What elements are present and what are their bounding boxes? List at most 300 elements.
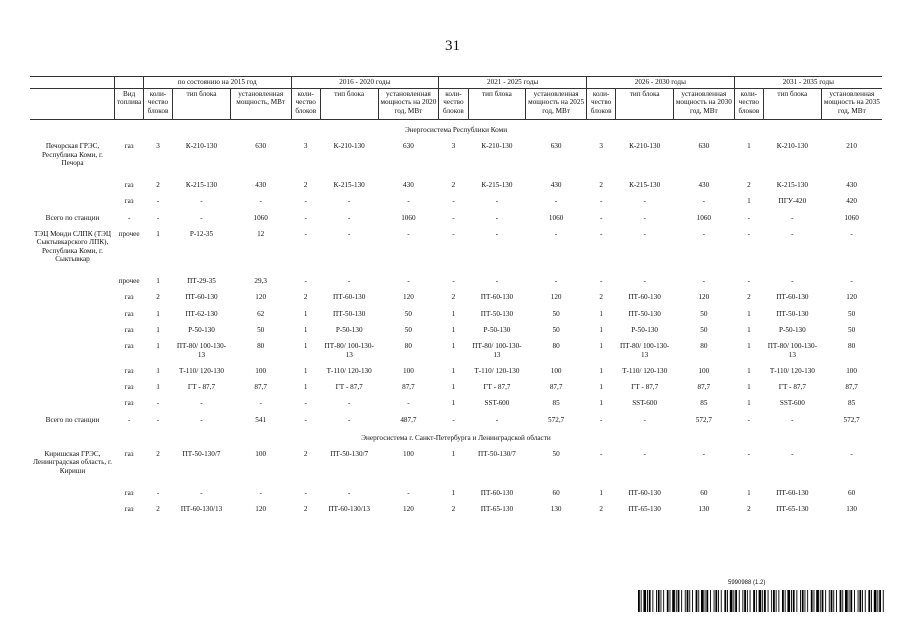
barcode-bar bbox=[706, 590, 708, 612]
table-cell: 50 bbox=[848, 325, 856, 334]
barcode-bar bbox=[714, 590, 715, 612]
table-cell: 130 bbox=[846, 505, 857, 514]
barcode-bar bbox=[658, 590, 660, 612]
table-cell: 120 bbox=[255, 505, 267, 514]
barcode-image bbox=[638, 590, 884, 612]
barcode-bar bbox=[825, 590, 826, 612]
table-cell: 80 bbox=[848, 342, 856, 351]
station-name-cell: Всего по станции bbox=[45, 213, 100, 222]
barcode-bar bbox=[676, 590, 677, 612]
table-cell: - bbox=[200, 213, 203, 222]
section-title: Энергосистема г. Санкт-Петербурга и Ленинградской области bbox=[361, 433, 551, 442]
table-cell: 2 bbox=[303, 181, 308, 190]
table-cell: 80 bbox=[552, 342, 560, 351]
table-cell: 1 bbox=[747, 399, 751, 408]
table-cell: - bbox=[452, 197, 455, 206]
table-cell: ПТ-80/ 100-130-13 bbox=[176, 342, 227, 359]
barcode-bar bbox=[647, 590, 648, 612]
table-cell: 85 bbox=[848, 399, 856, 408]
table-cell: 120 bbox=[403, 293, 414, 302]
table-cell: - bbox=[554, 197, 558, 206]
barcode-bar bbox=[715, 590, 717, 612]
table-cell: ПТ-50-130/7 bbox=[182, 450, 221, 459]
table-cell: - bbox=[702, 277, 706, 286]
table-cell: - bbox=[495, 229, 499, 238]
table-row bbox=[30, 363, 882, 379]
barcode-bar bbox=[753, 590, 755, 612]
station-name-cell bbox=[30, 289, 115, 305]
table-cell: Т-110/ 120-130 bbox=[622, 366, 668, 375]
barcode-bar bbox=[879, 590, 881, 612]
barcode-bar bbox=[692, 590, 693, 612]
barcode-bar bbox=[778, 590, 779, 612]
table-cell: газ bbox=[124, 450, 134, 459]
table-cell: 1 bbox=[156, 229, 160, 238]
table-cell: - bbox=[554, 277, 558, 286]
table-cell: 85 bbox=[552, 399, 560, 408]
table-cell: 1 bbox=[451, 399, 456, 408]
table-cell: 1 bbox=[599, 489, 603, 498]
table-cell: 1060 bbox=[844, 213, 859, 222]
table-cell: - bbox=[348, 197, 351, 206]
table-cell: 87,7 bbox=[845, 383, 858, 392]
table-cell: - bbox=[348, 229, 351, 238]
table-cell: ГТ - 87,7 bbox=[483, 383, 511, 392]
table-cell: - bbox=[643, 277, 646, 286]
period-header-2021-2025: 2021 - 2025 годы bbox=[439, 77, 587, 89]
table-cell: 572,7 bbox=[548, 415, 565, 424]
table-cell: - bbox=[791, 450, 794, 459]
table-cell: - bbox=[304, 489, 307, 498]
barcode-bar bbox=[649, 590, 651, 612]
station-name-cell bbox=[30, 485, 115, 501]
block-type-header: тип блока bbox=[468, 89, 526, 120]
table-cell: 3 bbox=[599, 142, 603, 151]
table-cell: - bbox=[127, 415, 131, 424]
block-type-header: тип блока bbox=[616, 89, 674, 120]
barcode-bar bbox=[698, 590, 699, 612]
capacity-header: установленная мощность на 2025 год, МВт bbox=[526, 89, 587, 120]
block-type-header: тип блока bbox=[764, 89, 822, 120]
block-count-header: коли-чество блоков bbox=[439, 89, 468, 120]
table-cell: 62 bbox=[257, 309, 265, 318]
table-cell: 1 bbox=[156, 309, 160, 318]
table-cell: ПТ-50-130 bbox=[333, 309, 366, 318]
table-row bbox=[30, 289, 882, 305]
barcode-bar bbox=[739, 590, 740, 612]
barcode-bar bbox=[718, 590, 719, 612]
table-cell: - bbox=[259, 489, 262, 498]
table-cell: 2 bbox=[156, 293, 160, 302]
table-cell: ГТ - 87,7 bbox=[335, 383, 363, 392]
table-cell: 100 bbox=[255, 450, 267, 459]
table-cell: ПТ-62-130 bbox=[185, 309, 218, 318]
table-cell: - bbox=[599, 415, 603, 424]
barcode-bar bbox=[672, 590, 675, 612]
table-cell: ПТ-50-130 bbox=[480, 309, 514, 318]
table-cell: 1 bbox=[599, 342, 603, 351]
table-cell: - bbox=[747, 415, 751, 424]
capacity-header: установленная мощность на 2030 год, МВт bbox=[673, 89, 734, 120]
table-cell: 2 bbox=[599, 505, 603, 514]
barcode-bar bbox=[822, 590, 824, 612]
table-cell: 1 bbox=[599, 366, 603, 375]
table-cell: - bbox=[850, 229, 853, 238]
table-cell: ПТ-60-130 bbox=[185, 293, 218, 302]
table-cell: ГТ - 87,7 bbox=[187, 383, 216, 392]
table-cell: 1 bbox=[303, 342, 308, 351]
table-cell: - bbox=[643, 213, 646, 222]
table-cell: - bbox=[747, 277, 751, 286]
table-cell: К-215-130 bbox=[629, 181, 661, 190]
station-name-cell bbox=[30, 177, 115, 193]
table-cell: 2 bbox=[303, 293, 308, 302]
table-cell: 2 bbox=[156, 505, 160, 514]
station-name-cell bbox=[30, 395, 115, 411]
table-cell: 29,3 bbox=[254, 277, 267, 286]
table-cell: ПТ-50-130 bbox=[628, 309, 661, 318]
barcode-bar bbox=[762, 590, 763, 612]
table-cell: Т-110/ 120-130 bbox=[178, 366, 225, 375]
table-cell: К-210-130 bbox=[185, 142, 218, 151]
table-cell: - bbox=[304, 399, 307, 408]
table-cell: ПТ-65-130 bbox=[628, 505, 661, 514]
table-cell: газ bbox=[124, 399, 134, 408]
barcode-bar bbox=[868, 590, 870, 612]
table-cell: - bbox=[156, 489, 160, 498]
table-cell: 1 bbox=[451, 489, 456, 498]
table-cell: К-215-130 bbox=[185, 181, 218, 190]
table-cell: 60 bbox=[848, 489, 856, 498]
station-name-cell bbox=[30, 338, 115, 363]
table-cell: - bbox=[200, 197, 203, 206]
table-cell: - bbox=[495, 197, 499, 206]
table-cell: SST-600 bbox=[632, 399, 658, 408]
section-title: Энергосистема Республики Коми bbox=[404, 126, 508, 134]
table-cell: 50 bbox=[257, 325, 265, 334]
table-cell: ПТ-80/ 100-130-13 bbox=[767, 342, 818, 359]
table-cell: - bbox=[304, 213, 307, 222]
table-cell: 1 bbox=[156, 342, 160, 351]
table-cell: 1060 bbox=[696, 213, 712, 222]
table-cell: - bbox=[348, 489, 351, 498]
table-cell: - bbox=[200, 399, 203, 408]
table-cell: 572,7 bbox=[843, 415, 860, 424]
table-cell: - bbox=[599, 213, 603, 222]
table-cell: - bbox=[348, 415, 351, 424]
table-cell: 12 bbox=[257, 229, 265, 238]
table-cell: 2 bbox=[747, 181, 751, 190]
barcode-bar bbox=[842, 590, 843, 612]
table-cell: 120 bbox=[550, 293, 562, 302]
table-cell: 1 bbox=[747, 142, 751, 151]
table-cell: 100 bbox=[403, 366, 414, 375]
table-row bbox=[30, 501, 882, 517]
station-name-cell bbox=[30, 273, 115, 289]
table-cell: 1060 bbox=[548, 213, 564, 222]
table-cell: 50 bbox=[552, 450, 560, 459]
barcode-bar bbox=[685, 590, 686, 612]
table-cell: 430 bbox=[403, 181, 414, 190]
table-cell: ПТ-60-130 bbox=[776, 293, 809, 302]
table-cell: 50 bbox=[552, 325, 560, 334]
table-cell: 50 bbox=[404, 325, 412, 334]
table-cell: - bbox=[156, 213, 160, 222]
table-cell: 1 bbox=[747, 325, 751, 334]
table-cell: К-215-130 bbox=[776, 181, 808, 190]
table-cell: 1 bbox=[156, 383, 160, 392]
table-cell: - bbox=[747, 213, 751, 222]
barcode-bar bbox=[744, 590, 746, 612]
barcode-bar bbox=[836, 590, 837, 612]
table-cell: - bbox=[304, 229, 307, 238]
table-cell: - bbox=[304, 277, 307, 286]
table-cell: - bbox=[156, 415, 160, 424]
barcode-bar bbox=[807, 590, 808, 612]
table-cell: - bbox=[702, 229, 706, 238]
barcode-bar bbox=[787, 590, 790, 612]
table-cell: 87,7 bbox=[549, 383, 563, 392]
table-cell: - bbox=[348, 213, 351, 222]
table-cell: 630 bbox=[403, 142, 414, 151]
barcode-bar bbox=[883, 590, 884, 612]
barcode-bar bbox=[768, 590, 769, 612]
table-cell: газ bbox=[124, 325, 134, 334]
period-header-2015: по состоянию на 2015 год bbox=[143, 77, 291, 89]
period-header-2016-2020: 2016 - 2020 годы bbox=[291, 77, 439, 89]
barcode-number: 5990988 (1.2) bbox=[728, 580, 766, 586]
station-name-cell: Киришская ГРЭС, Ленинградская область, г. Кириши bbox=[33, 450, 112, 475]
table-cell: 1 bbox=[303, 383, 308, 392]
barcode-bar bbox=[845, 590, 848, 612]
table-cell: 1 bbox=[599, 309, 603, 318]
barcode-bar bbox=[667, 590, 669, 612]
table-cell: 1 bbox=[156, 366, 160, 375]
station-name-cell bbox=[30, 193, 115, 209]
table-row bbox=[30, 338, 882, 363]
barcode-bar bbox=[656, 590, 657, 612]
table-cell: 2 bbox=[156, 450, 160, 459]
table-cell: - bbox=[452, 229, 455, 238]
station-name-cell: Всего по станции bbox=[45, 415, 100, 424]
table-cell: газ bbox=[124, 309, 134, 318]
table-cell: 1 bbox=[451, 366, 456, 375]
table-cell: - bbox=[407, 229, 410, 238]
table-row bbox=[30, 446, 882, 485]
table-cell: 100 bbox=[403, 450, 414, 459]
barcode-bar bbox=[829, 590, 830, 612]
table-cell: 120 bbox=[846, 293, 857, 302]
table-cell: 2 bbox=[599, 181, 603, 190]
table-cell: - bbox=[304, 415, 307, 424]
barcode-bar bbox=[710, 590, 711, 612]
table-cell: ПТ-65-130 bbox=[776, 505, 809, 514]
table-cell: - bbox=[156, 197, 160, 206]
table-cell: Р-12-35 bbox=[189, 229, 214, 238]
table-cell: 1 bbox=[303, 325, 308, 334]
table-cell: К-215-130 bbox=[333, 181, 365, 190]
barcode-bar bbox=[721, 590, 722, 612]
table-cell: 50 bbox=[700, 325, 708, 334]
table-cell: прочее bbox=[118, 277, 140, 286]
table-cell: 1 bbox=[451, 383, 456, 392]
table-cell: 2 bbox=[747, 293, 751, 302]
block-count-header: коли-чество блоков bbox=[143, 89, 172, 120]
barcode-bar bbox=[724, 590, 726, 612]
table-cell: ГТ - 87,7 bbox=[778, 383, 806, 392]
table-cell: 87,7 bbox=[697, 383, 711, 392]
table-cell: - bbox=[407, 399, 410, 408]
table-row bbox=[30, 226, 882, 273]
table-cell: 85 bbox=[700, 399, 708, 408]
barcode-bar bbox=[750, 590, 751, 612]
station-name-cell bbox=[30, 379, 115, 395]
table-cell: - bbox=[200, 415, 203, 424]
table-row bbox=[30, 273, 882, 289]
barcode-bar bbox=[874, 590, 877, 612]
period-header-2031-2035: 2031 - 2035 годы bbox=[734, 77, 882, 89]
table-cell: 1 bbox=[747, 489, 751, 498]
table-cell: - bbox=[304, 197, 307, 206]
barcode-bar bbox=[782, 590, 784, 612]
table-cell: - bbox=[599, 277, 603, 286]
table-cell: 2 bbox=[156, 181, 160, 190]
table-cell: - bbox=[747, 229, 751, 238]
table-cell: К-210-130 bbox=[776, 142, 808, 151]
station-name-cell bbox=[30, 322, 115, 338]
block-type-header: тип блока bbox=[173, 89, 231, 120]
barcode-bar bbox=[661, 590, 662, 612]
barcode-bar bbox=[805, 590, 806, 612]
block-count-header: коли-чество блоков bbox=[734, 89, 763, 120]
table-cell: - bbox=[702, 197, 706, 206]
barcode-bar bbox=[811, 590, 813, 612]
table-cell: 572,7 bbox=[695, 415, 712, 424]
table-cell: - bbox=[348, 277, 351, 286]
table-cell: 3 bbox=[303, 142, 308, 151]
column-header-row bbox=[30, 89, 882, 120]
table-cell: 50 bbox=[848, 309, 856, 318]
table-row bbox=[30, 306, 882, 322]
table-cell: газ bbox=[124, 293, 134, 302]
table-cell: - bbox=[599, 197, 603, 206]
table-row bbox=[30, 395, 882, 411]
barcode-bar bbox=[756, 590, 757, 612]
table-cell: ПТ-60-130 bbox=[480, 489, 514, 498]
section-header-row bbox=[30, 120, 882, 139]
table-cell: 630 bbox=[550, 142, 562, 151]
table-cell: 2 bbox=[451, 505, 456, 514]
table-cell: 2 bbox=[747, 505, 751, 514]
table-cell: - bbox=[495, 415, 499, 424]
table-cell: - bbox=[643, 197, 646, 206]
barcode-bar bbox=[747, 590, 748, 612]
table-cell: 1 bbox=[451, 342, 456, 351]
table-row bbox=[30, 379, 882, 395]
barcode-bar bbox=[796, 590, 797, 612]
barcode-bar bbox=[793, 590, 795, 612]
barcode-bar bbox=[840, 590, 842, 612]
table-cell: - bbox=[348, 399, 351, 408]
table-cell: - bbox=[259, 399, 262, 408]
table-cell: 120 bbox=[255, 293, 267, 302]
table-row bbox=[30, 322, 882, 338]
table-cell: - bbox=[452, 415, 455, 424]
table-cell: 130 bbox=[698, 505, 710, 514]
barcode-bar bbox=[687, 590, 689, 612]
table-cell: К-210-130 bbox=[333, 142, 365, 151]
capacity-header: установленная мощность на 2035 год, МВт bbox=[821, 89, 882, 120]
table-cell: - bbox=[127, 213, 131, 222]
table-cell: 120 bbox=[698, 293, 710, 302]
table-cell: Т-110/ 120-130 bbox=[326, 366, 372, 375]
table-cell: газ bbox=[124, 342, 134, 351]
table-cell: 2 bbox=[599, 293, 603, 302]
table-cell: ПТ-80/ 100-130-13 bbox=[472, 342, 522, 359]
table-cell: 541 bbox=[255, 415, 267, 424]
table-cell: - bbox=[850, 277, 853, 286]
table-cell: 2 bbox=[451, 181, 456, 190]
barcode-bar bbox=[735, 590, 737, 612]
barcode-bar bbox=[681, 590, 682, 612]
period-header-row bbox=[30, 77, 882, 89]
table-cell: - bbox=[643, 229, 646, 238]
barcode-bar bbox=[800, 590, 801, 612]
period-header-2026-2030: 2026 - 2030 годы bbox=[586, 77, 734, 89]
barcode-bar bbox=[850, 590, 852, 612]
table-cell: 3 bbox=[451, 142, 456, 151]
table-cell: 1 bbox=[599, 325, 603, 334]
table-row bbox=[30, 193, 882, 209]
barcode-bar bbox=[759, 590, 762, 612]
barcode-bar bbox=[670, 590, 671, 612]
table-cell: 80 bbox=[404, 342, 412, 351]
table-cell: Р-50-130 bbox=[778, 325, 806, 334]
barcode-bar bbox=[802, 590, 804, 612]
block-count-header: коли-чество блоков bbox=[291, 89, 320, 120]
table-cell: 2 bbox=[451, 293, 456, 302]
table-cell: 1 bbox=[451, 450, 456, 459]
table-cell: ПТ-60-130 bbox=[628, 489, 661, 498]
table-cell: 50 bbox=[700, 309, 708, 318]
page-number: 31 bbox=[445, 38, 460, 54]
table-cell: К-210-130 bbox=[481, 142, 513, 151]
table-cell: 1 bbox=[599, 383, 603, 392]
table-cell: 1060 bbox=[253, 213, 268, 222]
table-cell: 1 bbox=[747, 197, 751, 206]
table-cell: 1 bbox=[747, 366, 751, 375]
table-row bbox=[30, 485, 882, 501]
table-cell: газ bbox=[124, 181, 134, 190]
table-cell: 630 bbox=[255, 142, 267, 151]
table-cell: ПТ-60-130 bbox=[480, 293, 514, 302]
table-cell: 120 bbox=[403, 505, 414, 514]
barcode-bar bbox=[771, 590, 772, 612]
table-cell: 3 bbox=[156, 142, 160, 151]
table-cell: - bbox=[407, 197, 410, 206]
table-cell: 60 bbox=[552, 489, 560, 498]
block-count-header: коли-чество блоков bbox=[586, 89, 615, 120]
table-cell: газ bbox=[124, 366, 134, 375]
table-cell: газ bbox=[124, 197, 134, 206]
barcode-bar bbox=[831, 590, 833, 612]
block-type-header: тип блока bbox=[320, 89, 378, 120]
table-cell: 100 bbox=[255, 366, 267, 375]
table-cell: 2 bbox=[303, 450, 308, 459]
barcode-bar bbox=[727, 590, 728, 612]
table-cell: ПТ-80/ 100-130-13 bbox=[324, 342, 374, 359]
table-cell: ПТ-50-130 bbox=[776, 309, 809, 318]
